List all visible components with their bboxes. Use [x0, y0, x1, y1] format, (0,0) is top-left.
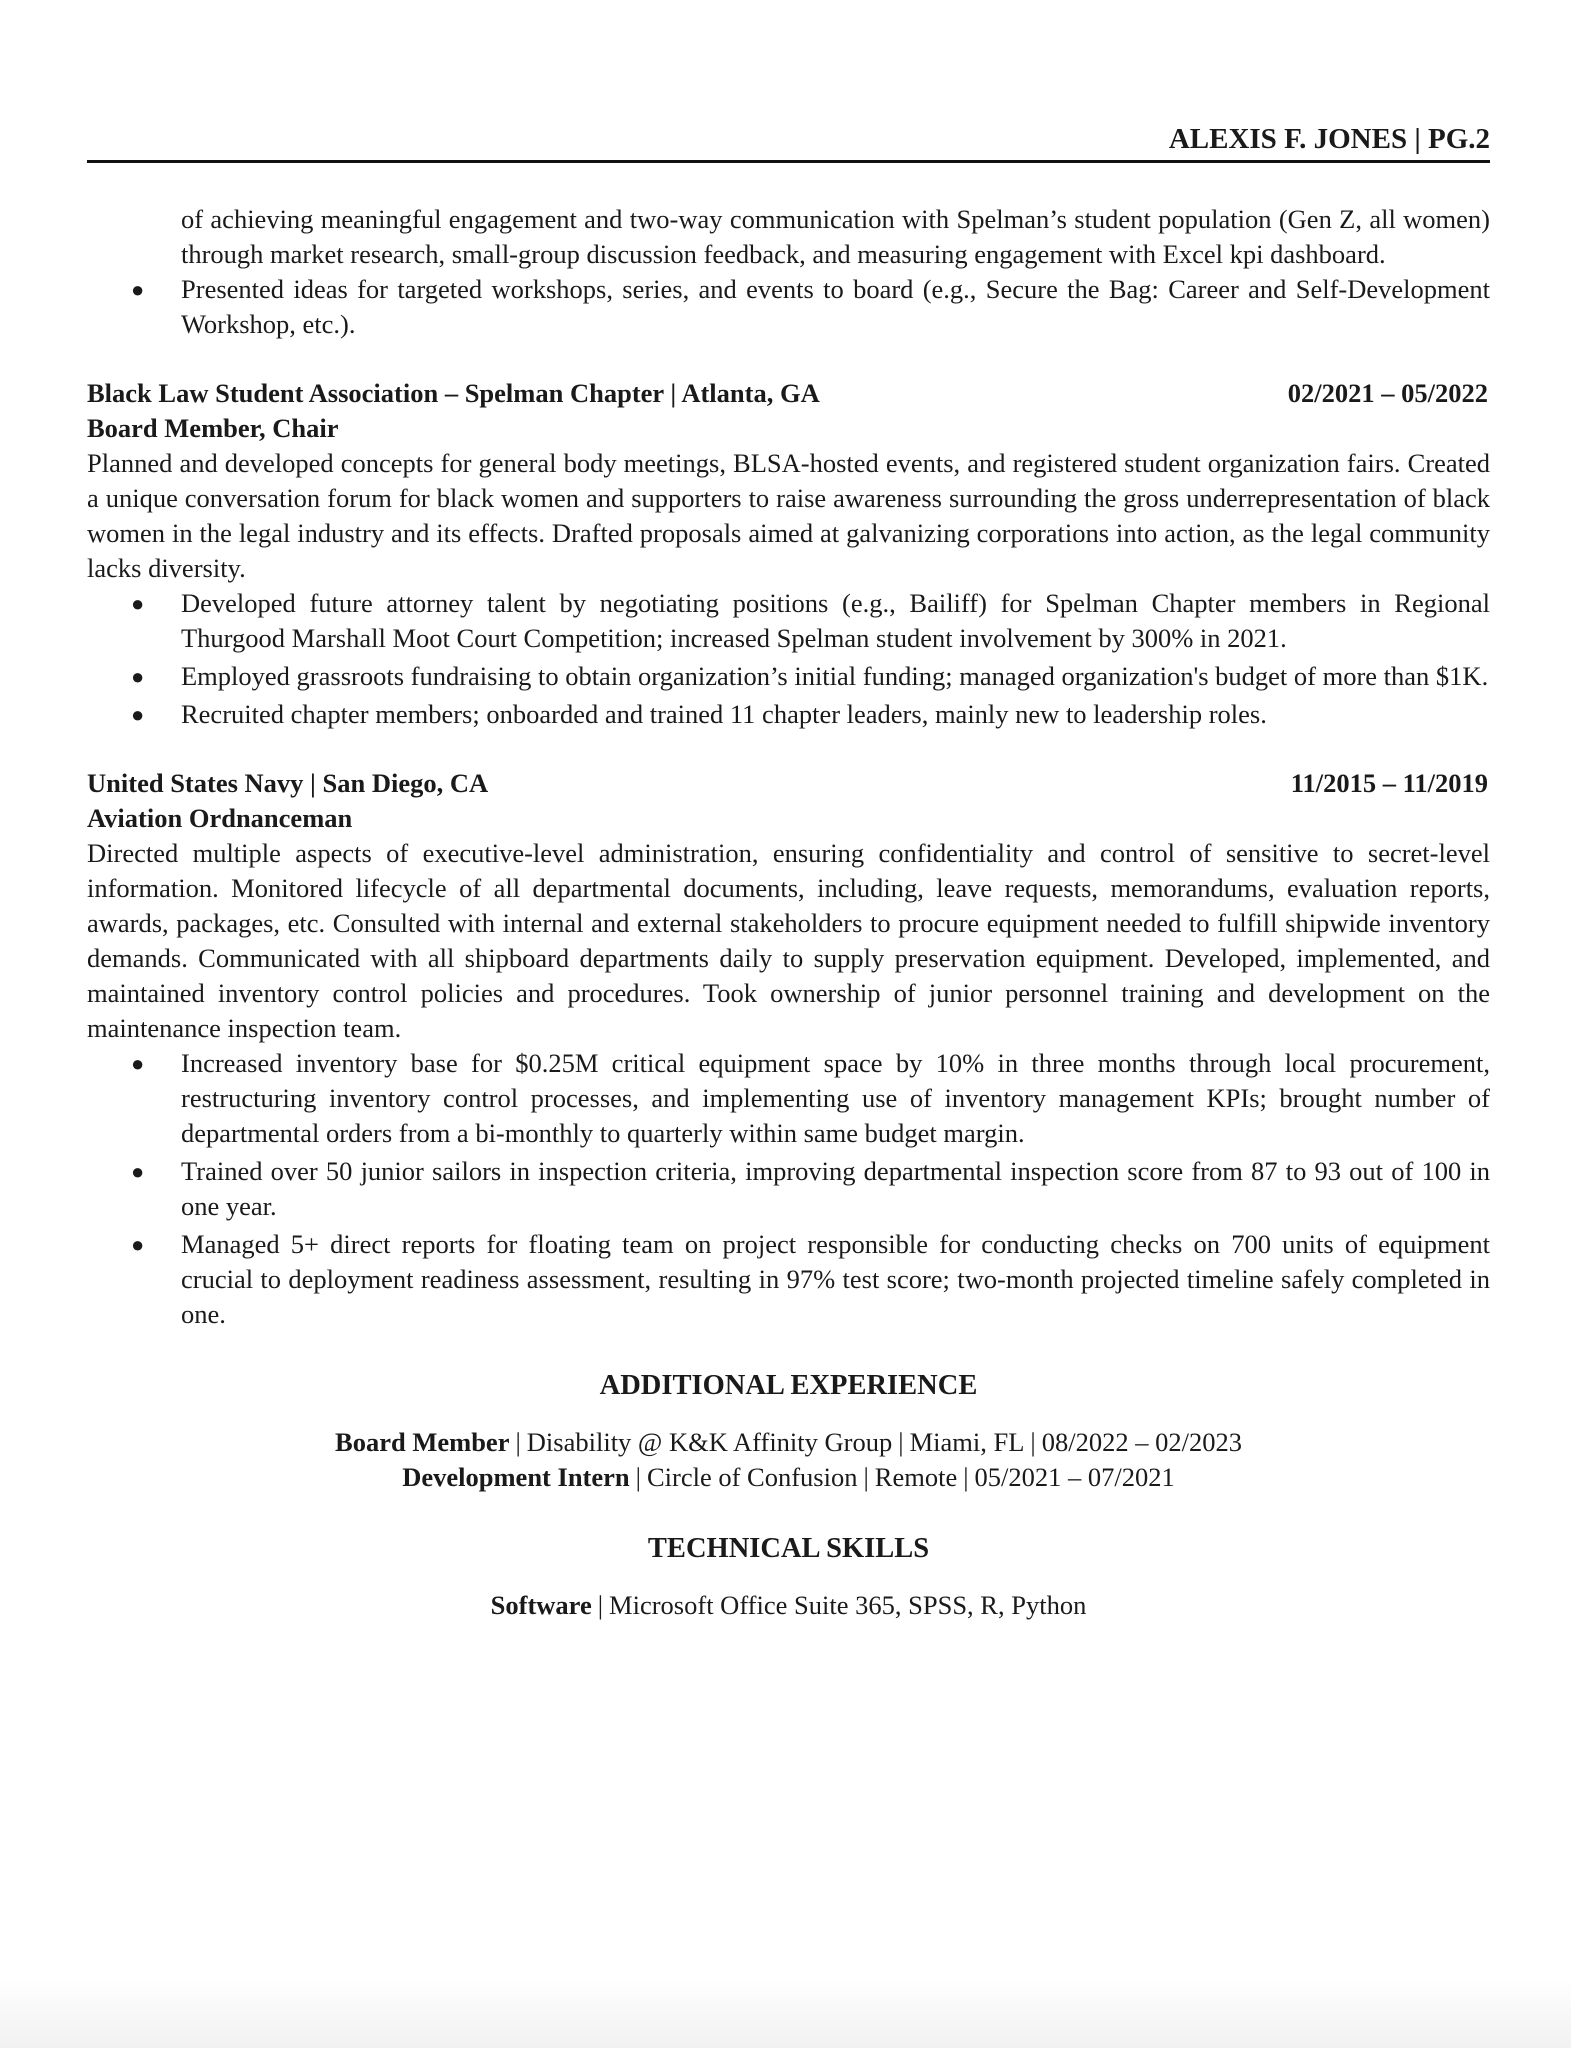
job-bullets — [87, 1046, 1490, 1332]
job-bullets — [87, 586, 1490, 732]
separator: | — [863, 1462, 869, 1492]
entry-location: Remote — [874, 1462, 958, 1492]
bullet-item: ● Recruited chapter members; onboarded and trained 11 chapter leaders, mainly new to leadership roles. — [87, 697, 1490, 732]
bullet-icon: ● — [131, 591, 145, 616]
additional-entry — [87, 1425, 1490, 1460]
job-org: United States Navy | San Diego, CA — [87, 768, 489, 798]
separator: | — [1030, 1427, 1036, 1457]
continued-bullets — [87, 272, 1490, 342]
separator: | — [515, 1427, 521, 1457]
bullet-item: ● Employed grassroots fundraising to obtain organization’s initial funding; managed organization's budget of more than $1K. — [87, 659, 1490, 694]
separator: | — [963, 1462, 969, 1492]
entry-dates: 08/2022 – 02/2023 — [1041, 1427, 1242, 1457]
continued-paragraph: of achieving meaningful engagement and two-way communication with Spelman’s student population (Gen Z, all women) through market research, small-group discussion feedback, and measuring engagement with Excel kpi dashboard. — [181, 204, 1490, 269]
bullet-icon: ● — [131, 1232, 145, 1257]
job-title: Board Member, Chair — [87, 413, 339, 443]
entry-org: Circle of Confusion — [646, 1462, 858, 1492]
job-title: Aviation Ordnanceman — [87, 803, 353, 833]
separator: | — [635, 1462, 641, 1492]
job-header-navy — [87, 766, 1490, 801]
page-header: ALEXIS F. JONES | PG.2 — [87, 124, 1490, 163]
entry-location: Miami, FL — [909, 1427, 1025, 1457]
separator: | — [898, 1427, 904, 1457]
bullet-icon: ● — [131, 277, 145, 302]
entry-role: Development Intern — [402, 1462, 630, 1492]
job-summary: Directed multiple aspects of executive-level administration, ensuring confidentiality and control of sensitive to secret-level information. Monitored lifecycle of all departmental documents, including, leave requests, memorandums, evaluation reports, awards, packages, etc. Consulted with internal and external stakeholders to procure equipment needed to fulfill shipwide inventory demands. Communicated with all shipboard departments daily to supply preservation equipment. Developed, implemented, and maintained inventory control policies and procedures. Took ownership of junior personnel training and development on the maintenance inspection team. — [87, 838, 1490, 1043]
bullet-item: ● Increased inventory base for $0.25M critical equipment space by 10% in three months through local procurement, restructuring inventory control processes, and implementing use of inventory management KPIs; brought number of departmental orders from a bi-monthly to quarterly within same budget margin. — [131, 1048, 1490, 1148]
additional-entry — [87, 1460, 1490, 1495]
bullet-item: ● Presented ideas for targeted workshops, series, and events to board (e.g., Secure the Bag: Career and Self-Development Workshop, etc.). — [131, 274, 1490, 339]
section-heading-technical-skills: TECHNICAL SKILLS — [647, 1533, 930, 1564]
bullet-icon: ● — [131, 1051, 145, 1076]
page-bottom-shade — [0, 1978, 1571, 2048]
section-heading-additional-experience: ADDITIONAL EXPERIENCE — [599, 1370, 978, 1401]
separator: | — [597, 1590, 604, 1620]
job-summary: Planned and developed concepts for general body meetings, BLSA-hosted events, and registered student organization fairs. Created a unique conversation forum for black women and supporters to raise awareness surrounding the gross underrepresentation of black women in the legal industry and its effects. Drafted proposals aimed at galvanizing corporations into action, as the legal community lacks diversity. — [87, 448, 1490, 583]
bullet-icon: ● — [131, 664, 145, 689]
skills-label: Software — [490, 1590, 592, 1620]
job-dates: 02/2021 – 05/2022 — [1287, 378, 1488, 408]
bullet-icon: ● — [131, 702, 145, 727]
job-org: Black Law Student Association – Spelman Chapter | Atlanta, GA — [87, 378, 820, 408]
entry-role: Board Member — [335, 1427, 510, 1457]
bullet-item: ● Managed 5+ direct reports for floating team on project responsible for conducting checks on 700 units of equipment crucial to deployment readiness assessment, resulting in 97% test score; two-month projected timeline safely completed in one. — [131, 1229, 1490, 1329]
entry-org: Disability @ K&K Affinity Group — [526, 1427, 893, 1457]
skills-value: Microsoft Office Suite 365, SPSS, R, Python — [609, 1590, 1087, 1620]
bullet-item: ● Developed future attorney talent by negotiating positions (e.g., Bailiff) for Spelman Chapter members in Regional Thurgood Marshall Moot Court Competition; increased Spelman student involvement by 300% in 2021. — [131, 588, 1490, 653]
bullet-item: ● Trained over 50 junior sailors in inspection criteria, improving departmental inspection score from 87 to 93 out of 100 in one year. — [131, 1156, 1490, 1221]
resume-content — [87, 202, 1490, 1623]
job-dates: 11/2015 – 11/2019 — [1290, 768, 1488, 798]
skills-line — [87, 1588, 1490, 1623]
entry-dates: 05/2021 – 07/2021 — [974, 1462, 1175, 1492]
bullet-icon: ● — [131, 1159, 145, 1184]
job-header-blsa — [87, 376, 1490, 411]
